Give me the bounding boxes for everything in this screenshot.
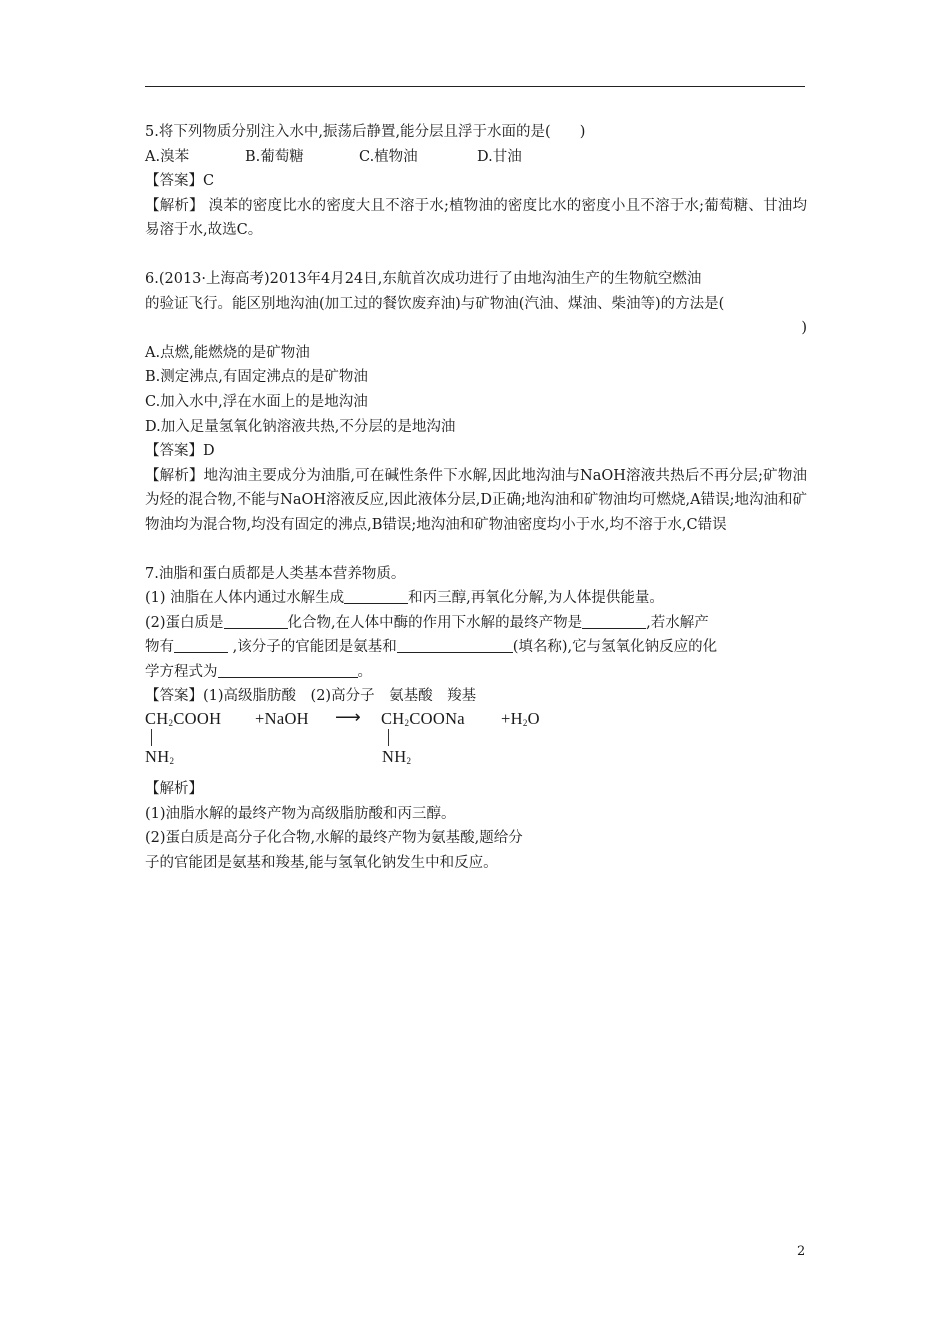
q6-stem-line1: 6.(2013·上海高考)2013年4月24日,东航首次成功进行了由地沟油生产的生物航空燃油 [145,270,702,287]
q5-stem: 5.将下列物质分别注入水中,振荡后静置,能分层且浮于水面的是( ) [145,124,586,140]
q6-option-b: B.测定沸点,有固定沸点的是矿物油 [145,369,368,386]
answer-blank [397,636,513,653]
q6-answer: 【答案】D [145,443,215,460]
question-6 [145,267,807,538]
q5-option-c: C.植物油 [359,148,418,165]
q6-option-a: A.点燃,能燃烧的是矿物油 [145,344,310,361]
bond-line [388,729,389,746]
q7-analysis-title: 【解析】 [145,781,203,798]
question-5 [145,120,807,243]
q5-options [145,145,807,170]
q6-stem-line3: ) [801,320,807,337]
q7-stem: 7.油脂和蛋白质都是人类基本营养物质。 [145,565,406,582]
amine-group: $NH_2$ [145,747,175,767]
q5-analysis: 【解析】 溴苯的密度比水的密度大且不溶于水;植物油的密度比水的密度小且不溶于水;葡萄糖、甘油均易溶于水,故选C。 [145,197,807,239]
product-water: $+H_2O$ [501,709,540,729]
q6-option-c: C.加入水中,浮在水面上的是地沟油 [145,393,368,410]
q5-option-a: A.溴苯 [145,148,190,165]
page-number: 2 [797,1244,806,1259]
chemical-equation [145,709,807,767]
q6-analysis: 【解析】地沟油主要成分为油脂,可在碱性条件下水解,因此地沟油与NaOH溶液共热后不再分层;矿物油为烃的混合物,不能与NaOH溶液反应,因此液体分层,D正确;地沟油和矿物油均可燃烧,A错误;地沟油和矿物油均为混合物,均没有固定的沸点,B错误;地沟油和矿物油密度均小于水,均不溶于水,C错误 [145,467,807,533]
answer-blank [582,612,646,629]
document-body [145,120,807,875]
q5-option-d: D.甘油 [477,148,522,165]
reactant-naoh: +NaOH [255,709,309,729]
answer-blank [174,636,228,653]
q5-option-b: B.葡萄糖 [245,148,304,165]
q7-analysis-1: (1)油脂水解的最终产物为高级脂肪酸和丙三醇。 [145,805,456,822]
amine-group: $NH_2$ [382,747,412,767]
answer-blank [344,587,408,604]
q7-sub2-line2: 物有 ,该分子的官能团是氨基和 (填名称),它与氢氧化钠反应的化 [145,635,807,660]
header-rule [145,86,805,87]
q6-stem-line2: 的验证飞行。能区别地沟油(加工过的餐饮废弃油)与矿物油(汽油、煤油、柴油等)的方法是( [145,295,725,312]
q7-sub2-line1: (2)蛋白质是 化合物,在人体中酶的作用下水解的最终产物是 ,若水解产 [145,611,807,636]
product-sodium-glycinate: $CH_2COONa$ [381,709,465,729]
question-7 [145,562,807,876]
reactant-glycine: $CH_2COOH$ [145,709,222,729]
bond-line [151,729,152,746]
reaction-arrow: ⟶ [335,707,362,728]
q7-sub2-line3: 学方程式为 。 [145,660,807,685]
q7-analysis-2: (2)蛋白质是高分子化合物,水解的最终产物为氨基酸,题给分 [145,830,523,847]
answer-blank [224,612,288,629]
q7-sub1: (1) 油脂在人体内通过水解生成 和丙三醇,再氧化分解,为人体提供能量。 [145,586,807,611]
q5-answer: 【答案】C [145,173,215,190]
q7-answer: 【答案】(1)高级脂肪酸 (2)高分子 氨基酸 羧基 [145,688,477,705]
answer-blank [218,661,358,678]
q6-option-d: D.加入足量氢氧化钠溶液共热,不分层的是地沟油 [145,418,456,435]
q7-analysis-3: 子的官能团是氨基和羧基,能与氢氧化钠发生中和反应。 [145,854,498,871]
